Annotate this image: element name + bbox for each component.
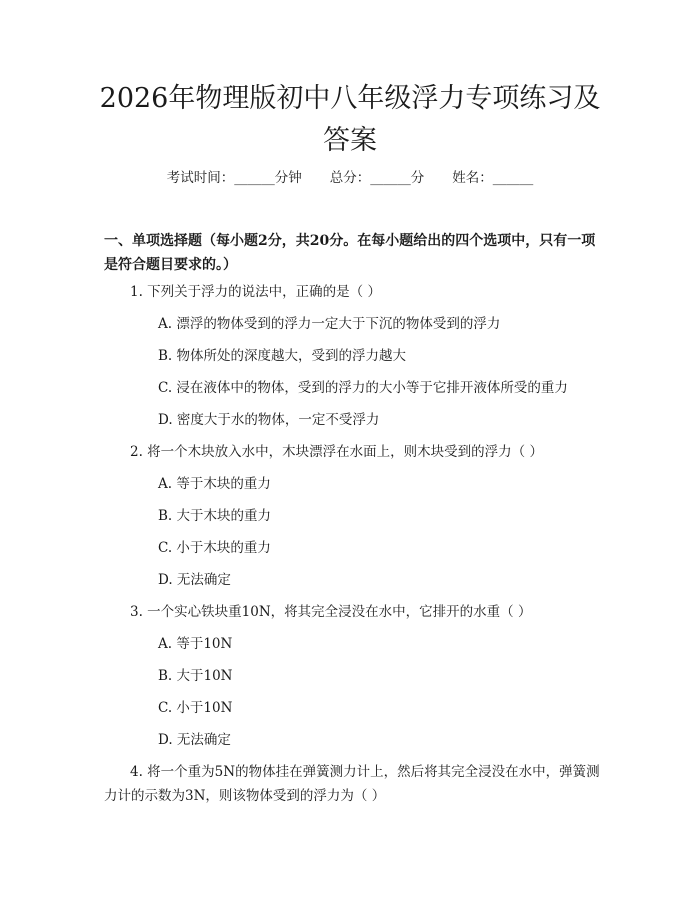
section-heading: 一、单项选择题（每小题2分，共20分。在每小题给出的四个选项中，只有一项是符合题目要求的。） [104, 233, 596, 273]
question-3-option-a: A. 等于10N [158, 636, 233, 652]
total-score-field: 总分：______分 [329, 170, 425, 186]
document-title: 2026年物理版初中八年级浮力专项练习及答案 [99, 83, 601, 156]
question-2-option-a: A. 等于木块的重力 [158, 476, 271, 492]
question-3-option-d: D. 无法确定 [158, 732, 231, 748]
question-1-option-b: B. 物体所处的深度越大，受到的浮力越大 [158, 348, 407, 364]
question-2-option-c: C. 小于木块的重力 [158, 540, 271, 556]
question-2: 2. 将一个木块放入水中，木块漂浮在水面上，则木块受到的浮力（ ） [130, 444, 543, 460]
question-2-option-b: B. 大于木块的重力 [158, 508, 272, 524]
question-1-option-c: C. 浸在液体中的物体，受到的浮力的大小等于它排开液体所受的重力 [158, 380, 568, 396]
question-2-option-d: D. 无法确定 [158, 572, 231, 588]
question-4: 4. 将一个重为5N的物体挂在弹簧测力计上，然后将其完全浸没在水中，弹簧测力计的示数为3N，则该物体受到的浮力为（ ） [104, 764, 600, 804]
student-name-field: 姓名：______ [452, 170, 534, 186]
question-3-option-c: C. 小于10N [158, 700, 233, 716]
question-3: 3. 一个实心铁块重10N，将其完全浸没在水中，它排开的水重（ ） [130, 604, 532, 620]
exam-time-field: 考试时间：______分钟 [166, 170, 302, 186]
question-1-option-a: A. 漂浮的物体受到的浮力一定大于下沉的物体受到的浮力 [158, 316, 501, 332]
question-1: 1. 下列关于浮力的说法中，正确的是（ ） [130, 284, 381, 300]
exam-info [0, 168, 700, 188]
question-1-option-d: D. 密度大于水的物体，一定不受浮力 [158, 412, 380, 428]
question-3-option-b: B. 大于10N [158, 668, 233, 684]
